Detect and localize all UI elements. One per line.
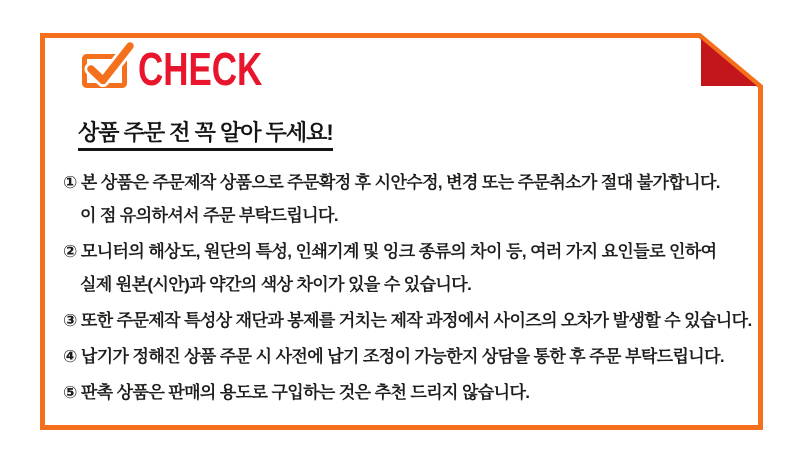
notice-item-continuation-line: 이 점 유의하셔서 주문 부탁드립니다.: [80, 206, 338, 225]
notice-item-line: ④ 납기가 정해진 상품 주문 시 사전에 납기 조정이 가능한지 상담을 통한 후 주문 부탁드립니다.: [63, 347, 725, 366]
notice-item-line: ③ 또한 주문제작 특성상 재단과 봉제를 거치는 제작 과정에서 사이즈의 오차가 발생할 수 있습니다.: [63, 311, 752, 330]
notice-list: [63, 166, 768, 409]
notice-item-line: ⑤ 판촉 상품은 판매의 용도로 구입하는 것은 추천 드리지 않습니다.: [63, 383, 530, 402]
checkbox-check-icon: [80, 40, 138, 92]
page-title: 상품 주문 전 꼭 알아 두세요!: [78, 119, 333, 151]
notice-item-line: ① 본 상품은 주문제작 상품으로 주문확정 후 시안수정, 변경 또는 주문취소가 절대 불가합니다.: [63, 173, 720, 192]
check-logo-text: CHECK: [138, 43, 263, 95]
notice-item-line: ② 모니터의 해상도, 원단의 특성, 인쇄기계 및 잉크 종류의 차이 등, 여러 가지 요인들로 인하여: [63, 242, 717, 261]
notice-item-continuation-line: 실제 원본(시안)과 약간의 색상 차이가 있을 수 있습니다.: [80, 275, 472, 294]
